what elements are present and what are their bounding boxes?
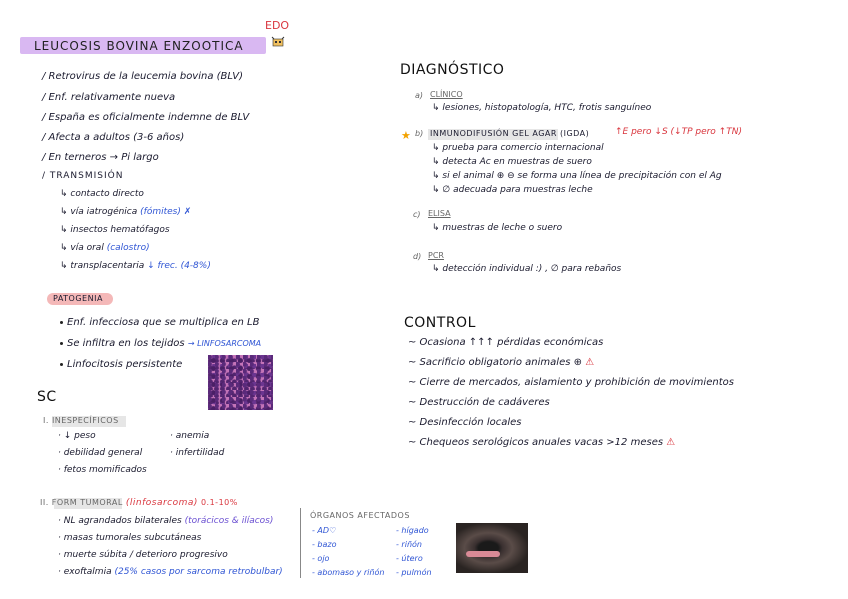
control-heading: CONTROL [404,315,476,331]
diag-a-mark: a) [415,91,424,100]
transmision-item: ↳ vía oral (calostro) [60,243,150,253]
diag-b-title: INMUNODIFUSIÓN GEL AGAR (IGDA) [430,129,590,138]
page-title: LEUCOSIS BOVINA ENZOOTICA [34,39,244,53]
transmision-label: / TRANSMISIÓN [42,171,124,181]
sc-heading: SC [37,389,57,405]
inespecificos-item: · anemia [170,431,210,441]
intro-line-1: / Retrovirus de la leucemia bovina (BLV) [42,71,243,82]
syringe-icon: ✗ [183,207,192,217]
tumoral-item: · NL agrandados bilaterales (torácicos & ilíacos) [58,516,274,526]
diag-d-title: PCR [428,251,444,260]
patogenia-item: Se infiltra en los tejidos → LINFOSARCOMA [60,339,261,349]
patogenia-item: Linfocitosis persistente [60,360,182,370]
organo-item: - hígado [396,526,429,535]
control-item: ~ Sacrificio obligatorio animales ⊕ ⚠ [408,357,595,368]
diag-b-line: ↳ prueba para comercio internacional [432,143,604,153]
organo-item: - útero [396,554,423,563]
organos-label: ÓRGANOS AFECTADOS [310,511,410,520]
intro-line-5: / En terneros → Pi largo [42,152,159,163]
edo-tag: EDO [265,19,290,32]
organo-item: - pulmón [396,568,432,577]
warning-icon: ⚠ [666,437,676,448]
diag-c-title: ELISA [428,209,451,218]
tumoral-item: · masas tumorales subcutáneas [58,533,202,543]
organo-item: - ojo [312,554,330,563]
organo-item: - abomaso y riñón [312,568,385,577]
inespecificos-item: · infertilidad [170,448,225,458]
tumoral-label: II. FORM TUMORAL (linfosarcoma) 0.1-10% [40,498,238,508]
diag-b-red-note: ↑E pero ↓S (↓TP pero ↑TN) [615,127,742,137]
inespecificos-label: I. INESPECÍFICOS [43,416,119,425]
transmision-item: ↳ transplacentaria ↓ frec. (4-8%) [60,261,211,271]
organo-item: - bazo [312,540,337,549]
diag-c-mark: c) [413,210,421,219]
patogenia-item: Enf. infecciosa que se multiplica en LB [60,318,259,328]
diag-d-line: ↳ detección individual :) , ∅ para rebaños [432,264,622,274]
transmision-item: ↳ contacto directo [60,189,144,199]
diag-b-line: ↳ detecta Ac en muestras de suero [432,157,592,167]
transmision-item: ↳ vía iatrogénica (fómites) ✗ [60,207,192,217]
diag-a-line: ↳ lesiones, histopatología, HTC, frotis sanguíneo [432,103,652,113]
tumoral-item: · muerte súbita / deterioro progresivo [58,550,228,560]
control-item: ~ Cierre de mercados, aislamiento y prohibición de movimientos [408,377,734,388]
intro-line-4: / Afecta a adultos (3-6 años) [42,132,185,143]
patogenia-label: PATOGENIA [53,294,103,303]
inespecificos-item: · debilidad general [58,448,143,458]
intro-line-2: / Enf. relativamente nueva [42,92,176,103]
control-item: ~ Desinfección locales [408,417,522,428]
diag-a-title: CLÍNICO [430,90,463,99]
control-item: ~ Destrucción de cadáveres [408,397,550,408]
warning-icon: ⚠ [585,357,595,368]
diag-b-mark: b) [415,129,424,138]
control-item: ~ Chequeos serológicos anuales vacas >12 meses ⚠ [408,437,676,448]
diag-d-mark: d) [413,252,422,261]
diag-b-line: ↳ si el animal ⊕ ⊖ se forma una línea de precipitación con el Ag [432,171,722,181]
transmision-item: ↳ insectos hematófagos [60,225,170,235]
organo-item: - riñón [396,540,422,549]
intro-line-3: / España es oficialmente indemne de BLV [42,112,250,123]
inespecificos-item: · fetos momificados [58,465,147,475]
cow-icon [270,33,286,49]
organs-divider [300,508,301,578]
diag-b-line: ↳ ∅ adecuada para muestras leche [432,185,593,195]
star-icon: ★ [401,129,411,142]
exophthalmia-eye-image [456,523,528,573]
histology-image [208,355,273,410]
diag-c-line: ↳ muestras de leche o suero [432,223,563,233]
inespecificos-item: · ↓ peso [58,431,96,441]
tumoral-item: · exoftalmia (25% casos por sarcoma retrobulbar) [58,567,283,577]
diagnostico-heading: DIAGNÓSTICO [400,62,505,78]
organo-item: - AD♡ [312,526,337,535]
control-item: ~ Ocasiona ↑↑↑ pérdidas económicas [408,337,604,348]
